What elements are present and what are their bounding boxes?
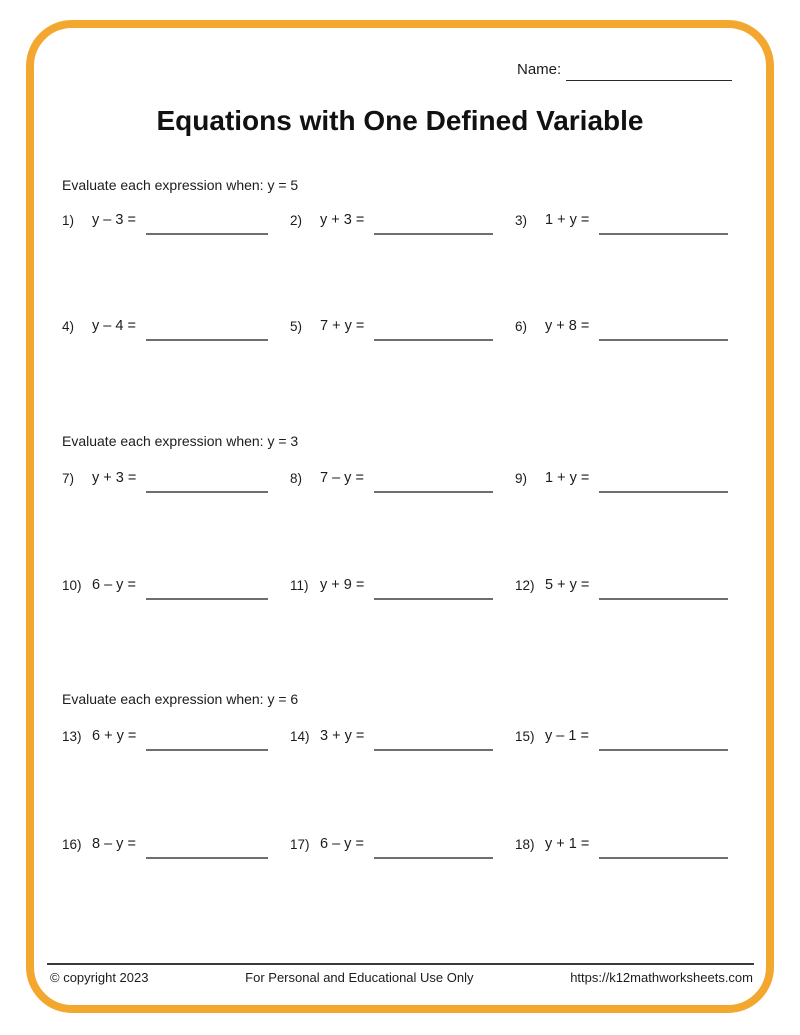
- problem-expression: y + 3 =: [92, 470, 137, 486]
- problem-number: 10): [62, 578, 82, 593]
- problem-number: 9): [515, 471, 528, 486]
- copyright-text: © copyright 2023: [50, 970, 149, 985]
- problem-row-2: [62, 317, 728, 336]
- problem-6: [515, 317, 728, 336]
- footer-divider: [47, 963, 754, 965]
- section-2-instruction: Evaluate each expression when: y = 3: [62, 433, 299, 449]
- answer-blank-line: [374, 338, 493, 341]
- problem-8: [290, 469, 493, 488]
- name-blank-line: [566, 79, 732, 81]
- problem-row-5: [62, 727, 728, 746]
- section-1-instruction: Evaluate each expression when: y = 5: [62, 177, 299, 193]
- answer-blank-line: [599, 597, 728, 600]
- problem-expression: 6 – y =: [92, 577, 136, 593]
- problem-number: 14): [290, 729, 310, 744]
- problem-expression: y – 1 =: [545, 728, 589, 744]
- problem-2: [290, 211, 493, 230]
- problem-15: [515, 727, 728, 746]
- problem-expression: y – 3 =: [92, 212, 136, 228]
- problem-1: [62, 211, 268, 230]
- answer-blank-line: [599, 232, 728, 235]
- answer-blank-line: [599, 490, 728, 493]
- answer-blank-line: [146, 856, 268, 859]
- problem-expression: y + 3 =: [320, 212, 365, 228]
- problem-number: 5): [290, 319, 303, 334]
- decorative-border: [26, 20, 774, 1013]
- problem-expression: y + 9 =: [320, 577, 365, 593]
- answer-blank-line: [374, 748, 493, 751]
- problem-expression: 8 – y =: [92, 836, 136, 852]
- problem-number: 2): [290, 213, 303, 228]
- answer-blank-line: [374, 490, 493, 493]
- problem-row-1: [62, 211, 728, 230]
- usage-text: For Personal and Educational Use Only: [245, 970, 474, 985]
- problem-5: [290, 317, 493, 336]
- answer-blank-line: [599, 338, 728, 341]
- problem-row-3: [62, 469, 728, 488]
- name-row: [517, 61, 732, 78]
- answer-blank-line: [146, 232, 268, 235]
- problem-14: [290, 727, 493, 746]
- problem-number: 11): [290, 578, 309, 593]
- problem-expression: 6 – y =: [320, 836, 364, 852]
- problem-number: 4): [62, 319, 75, 334]
- problem-18: [515, 835, 728, 854]
- problem-number: 6): [515, 319, 528, 334]
- problem-expression: 1 + y =: [545, 212, 590, 228]
- problem-4: [62, 317, 268, 336]
- problem-number: 18): [515, 837, 535, 852]
- problem-number: 8): [290, 471, 303, 486]
- problem-number: 1): [62, 213, 75, 228]
- answer-blank-line: [146, 597, 268, 600]
- problem-11: [290, 576, 493, 595]
- page-title: Equations with One Defined Variable: [156, 105, 644, 136]
- problem-number: 15): [515, 729, 535, 744]
- problem-7: [62, 469, 268, 488]
- answer-blank-line: [146, 338, 268, 341]
- problem-number: 12): [515, 578, 535, 593]
- problem-17: [290, 835, 493, 854]
- problem-number: 16): [62, 837, 82, 852]
- problem-number: 17): [290, 837, 310, 852]
- website-url: https://k12mathworksheets.com: [570, 970, 753, 985]
- answer-blank-line: [599, 748, 728, 751]
- problem-expression: 1 + y =: [545, 470, 590, 486]
- name-label: Name:: [517, 61, 562, 78]
- section-3-instruction: Evaluate each expression when: y = 6: [62, 691, 299, 707]
- problem-number: 7): [62, 471, 75, 486]
- problem-expression: 7 – y =: [320, 470, 364, 486]
- problem-expression: 5 + y =: [545, 577, 590, 593]
- problem-expression: 6 + y =: [92, 728, 137, 744]
- problem-expression: y + 8 =: [545, 318, 590, 334]
- problem-number: 3): [515, 213, 528, 228]
- problem-row-4: [62, 576, 728, 595]
- problem-9: [515, 469, 728, 488]
- answer-blank-line: [374, 597, 493, 600]
- problem-13: [62, 727, 268, 746]
- problem-expression: 7 + y =: [320, 318, 365, 334]
- problem-12: [515, 576, 728, 595]
- answer-blank-line: [146, 748, 268, 751]
- problem-number: 13): [62, 729, 82, 744]
- answer-blank-line: [374, 856, 493, 859]
- problem-row-6: [62, 835, 728, 854]
- answer-blank-line: [599, 856, 728, 859]
- problem-expression: y – 4 =: [92, 318, 136, 334]
- problem-3: [515, 211, 728, 230]
- problem-expression: 3 + y =: [320, 728, 365, 744]
- problem-10: [62, 576, 268, 595]
- problem-16: [62, 835, 268, 854]
- footer: [50, 970, 753, 985]
- problem-expression: y + 1 =: [545, 836, 590, 852]
- answer-blank-line: [146, 490, 268, 493]
- answer-blank-line: [374, 232, 493, 235]
